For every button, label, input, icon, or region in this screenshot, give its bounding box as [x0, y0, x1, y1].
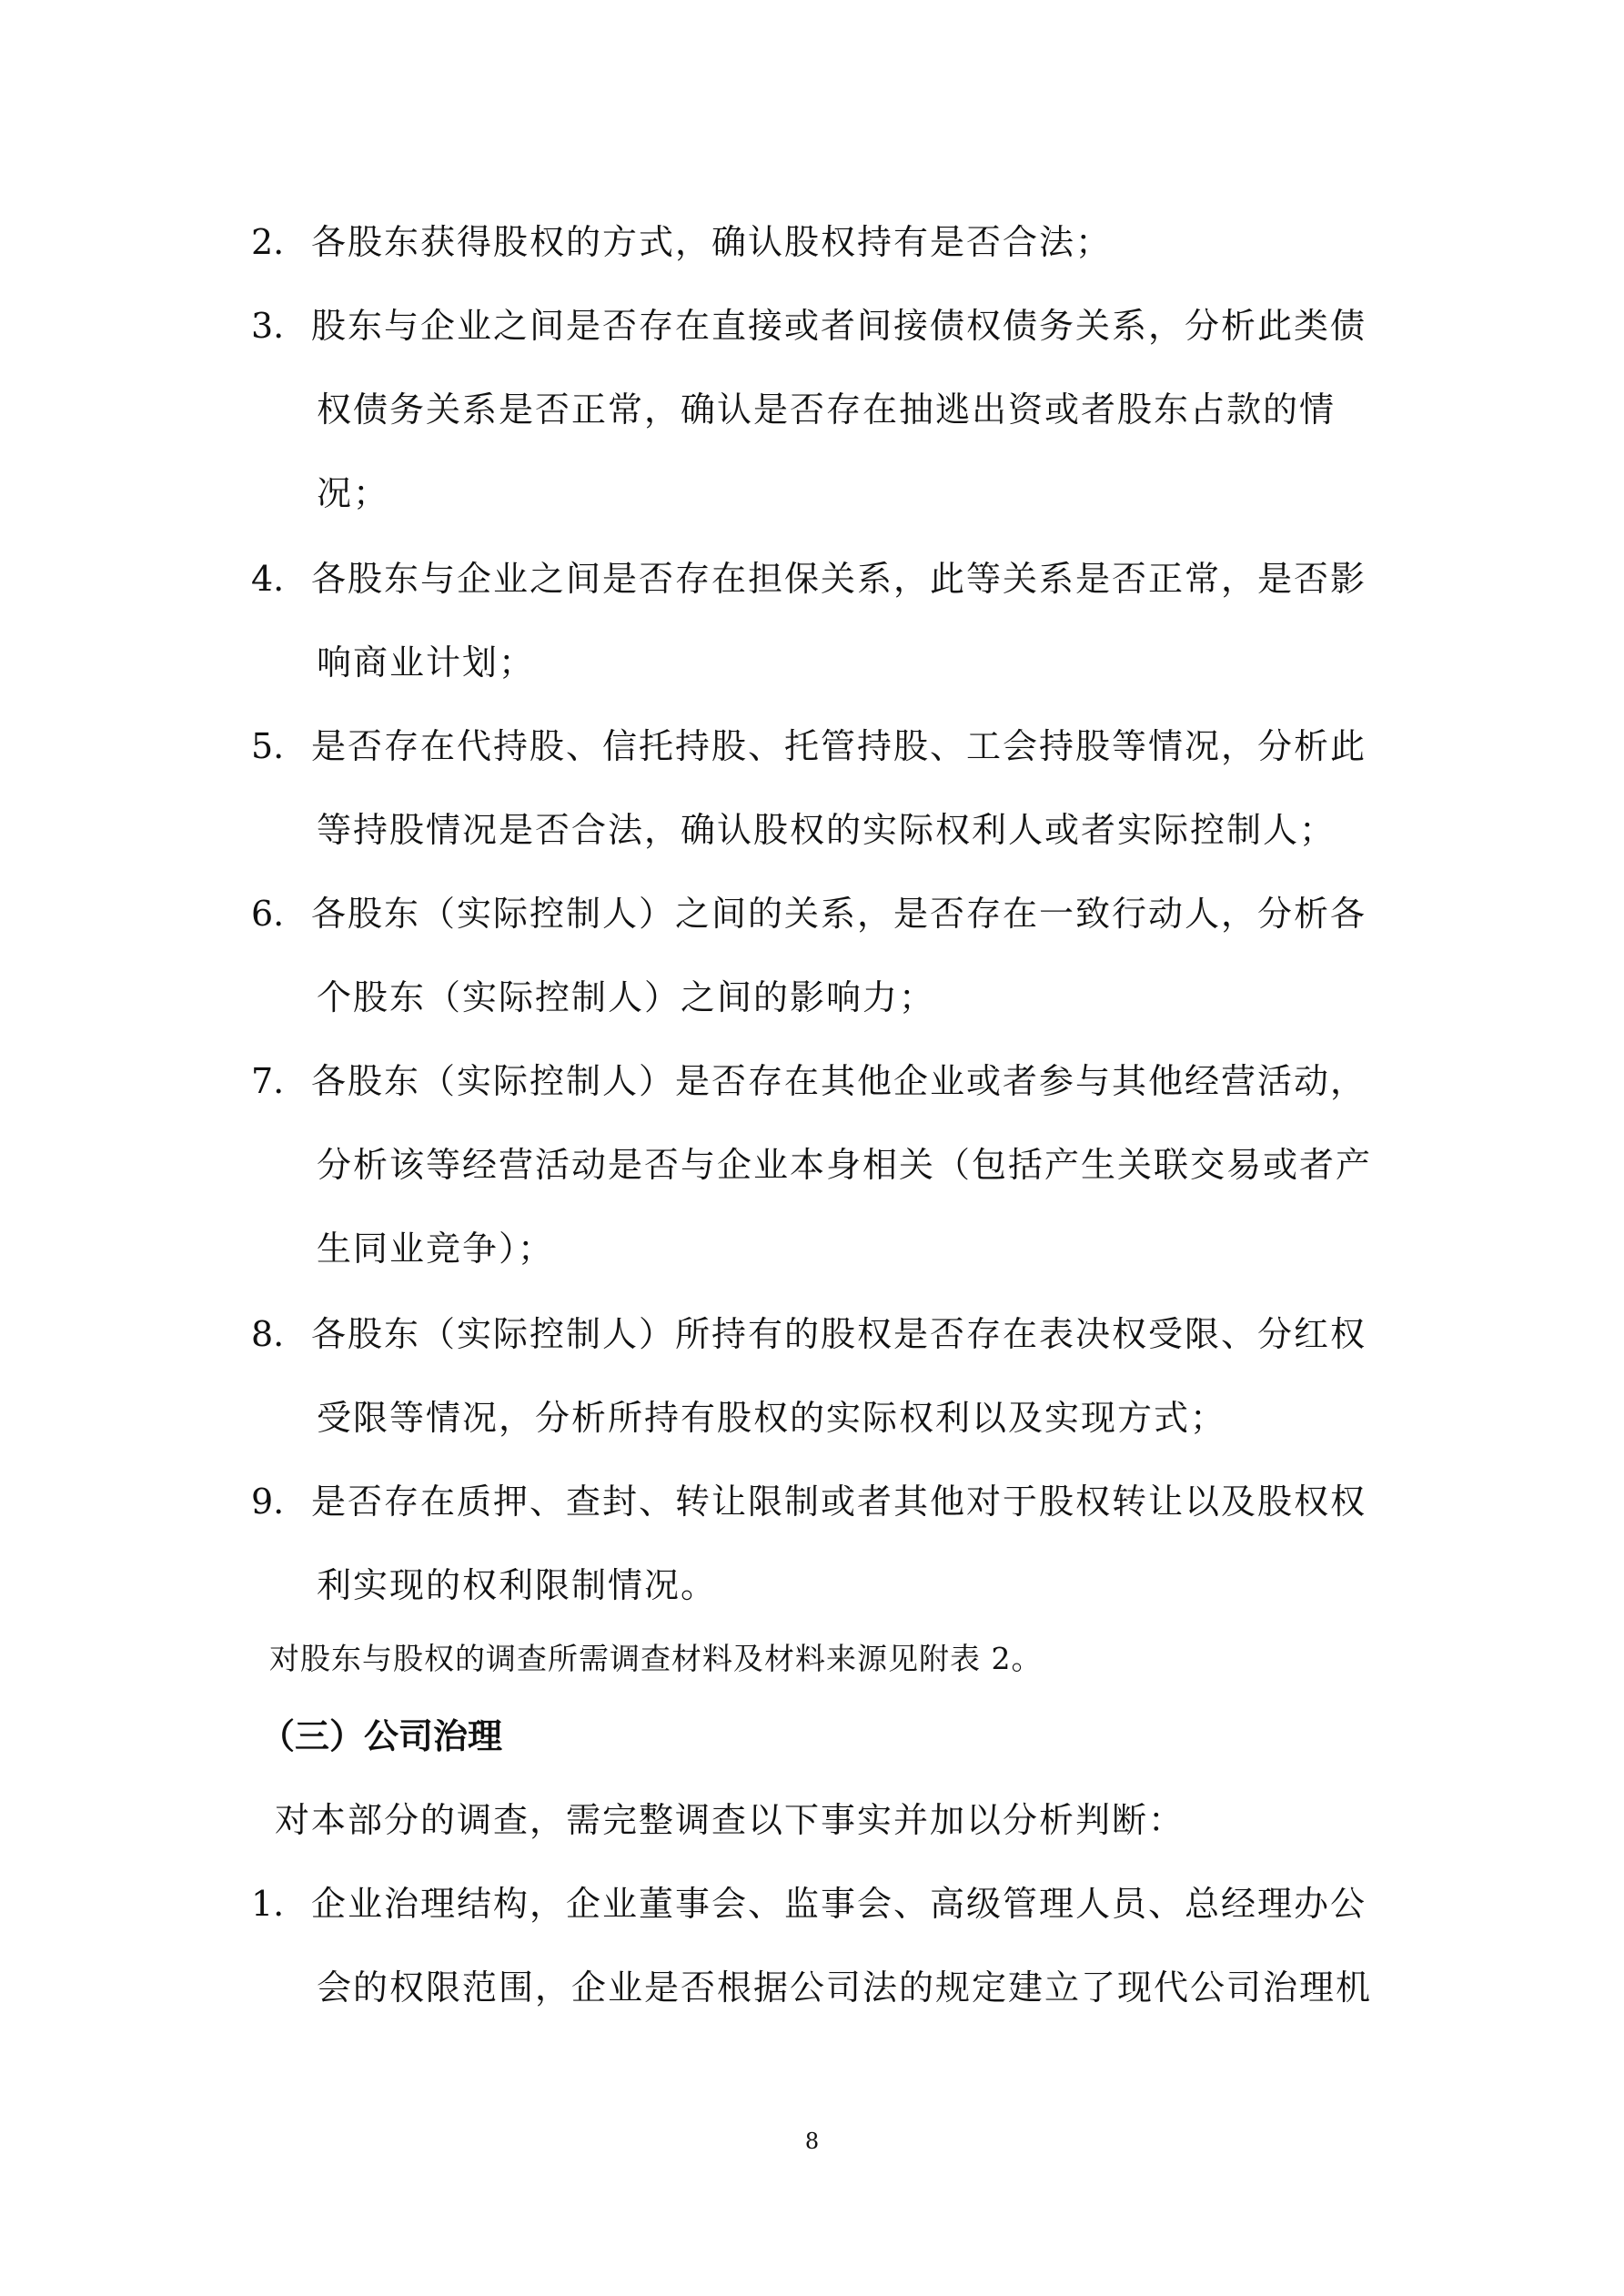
list-text-line: 是否存在质押、查封、转让限制或者其他对于股权转让以及股权权	[311, 1482, 1367, 1522]
list-text-line: 况；	[317, 473, 390, 513]
list-text-line: 个股东（实际控制人）之间的影响力；	[317, 977, 936, 1017]
list-text-line: 会的权限范围，企业是否根据公司法的规定建立了现代公司治理机	[317, 1967, 1373, 2008]
list-text-line: 各股东（实际控制人）之间的关系，是否存在一致行动人，分析各	[311, 894, 1367, 934]
list-number: 3.	[251, 306, 285, 346]
list-text-line: 分析该等经营活动是否与企业本身相关（包括产生关联交易或者产	[317, 1145, 1373, 1185]
section-intro: 对本部分的调查，需完整调查以下事实并加以分析判断：	[275, 1800, 1185, 1840]
list-text-line: 股东与企业之间是否存在直接或者间接债权债务关系，分析此类债	[311, 306, 1367, 346]
section-heading: （三）公司治理	[260, 1716, 503, 1756]
list-text-line: 受限等情况，分析所持有股权的实际权利以及实现方式；	[317, 1398, 1227, 1438]
list-text-line: 各股东与企业之间是否存在担保关系，此等关系是否正常，是否影	[311, 559, 1367, 599]
reference-note: 对股东与股权的调查所需调查材料及材料来源见附表 2。	[269, 1641, 1043, 1676]
list-text-line: 各股东（实际控制人）是否存在其他企业或者参与其他经营活动，	[311, 1061, 1367, 1101]
list-text-line: 各股东（实际控制人）所持有的股权是否存在表决权受限、分红权	[311, 1314, 1367, 1354]
list-number: 7.	[251, 1061, 285, 1101]
list-text-line: 利实现的权利限制情况。	[317, 1565, 718, 1605]
list-number: 8.	[251, 1314, 285, 1354]
list-text-line: 各股东获得股权的方式，确认股权持有是否合法；	[311, 222, 1113, 262]
list-number: 2.	[251, 222, 285, 262]
list-number: 5.	[251, 726, 285, 766]
list-number: 1.	[251, 1884, 285, 1924]
list-number: 6.	[251, 894, 285, 934]
list-number: 9.	[251, 1482, 285, 1522]
list-text-line: 生同业竞争）；	[317, 1229, 555, 1269]
list-text-line: 权债务关系是否正常，确认是否存在抽逃出资或者股东占款的情	[317, 389, 1337, 430]
list-text-line: 是否存在代持股、信托持股、托管持股、工会持股等情况，分析此	[311, 726, 1367, 766]
list-text-line: 响商业计划；	[317, 642, 536, 683]
list-text-line: 企业治理结构，企业董事会、监事会、高级管理人员、总经理办公	[311, 1884, 1367, 1924]
page-number: 8	[804, 2129, 820, 2154]
list-text-line: 等持股情况是否合法，确认股权的实际权利人或者实际控制人；	[317, 810, 1337, 850]
list-number: 4.	[251, 559, 285, 599]
